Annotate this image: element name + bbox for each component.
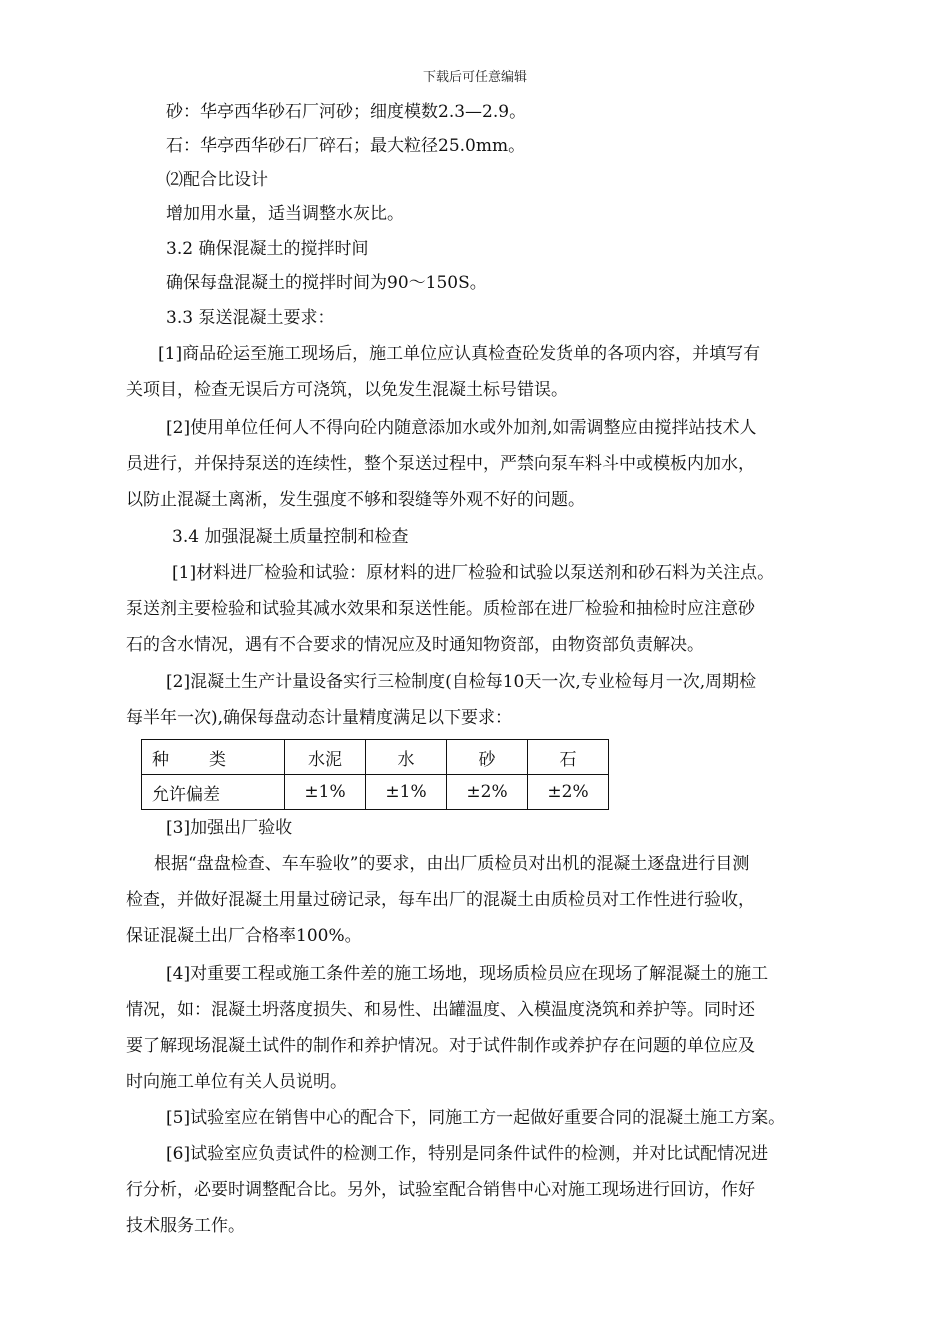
text-line: ⑵配合比设计 <box>166 170 268 190</box>
section-heading: 3.3 泵送混凝土要求： <box>166 308 335 328</box>
text-line: 砂：华亭西华砂石厂河砂；细度模数2.3—2.9。 <box>166 102 527 122</box>
text-line: [3]加强出厂验收 <box>166 818 293 838</box>
section-heading: 3.4 加强混凝土质量控制和检查 <box>172 527 409 547</box>
table-cell: ±2% <box>528 775 609 810</box>
page-header: 下载后可任意编辑 <box>422 70 527 85</box>
text-line: 根据“盘盘检查、车车验收”的要求，由出厂质检员对出机的混凝土逐盘进行目测 <box>154 854 750 874</box>
text-line: 时向施工单位有关人员说明。 <box>126 1072 347 1092</box>
text-line: 石：华亭西华砂石厂碎石；最大粒径25.0mm。 <box>166 136 526 156</box>
table-cell: 砂 <box>447 740 528 775</box>
table-cell: 水泥 <box>285 740 366 775</box>
text-line: 保证混凝土出厂合格率100%。 <box>126 926 362 946</box>
text-line: 以防止混凝土离淅，发生强度不够和裂缝等外观不好的问题。 <box>126 490 585 510</box>
text-line: [4]对重要工程或施工条件差的施工场地，现场质检员应在现场了解混凝土的施工 <box>166 964 769 984</box>
text-line: [1]商品砼运至施工现场后，施工单位应认真检查砼发货单的各项内容，并填写有 <box>158 344 761 364</box>
text-line: 情况，如：混凝土坍落度损失、和易性、出罐温度、入模温度浇筑和养护等。同时还 <box>126 1000 755 1020</box>
table-row <box>142 775 609 810</box>
table-cell: ±2% <box>447 775 528 810</box>
text-line: [1]材料进厂检验和试验：原材料的进厂检验和试验以泵送剂和砂石料为关注点。 <box>172 563 775 583</box>
table-cell: ±1% <box>366 775 447 810</box>
text-line: 每半年一次),确保每盘动态计量精度满足以下要求： <box>126 708 513 728</box>
table-cell: 水 <box>366 740 447 775</box>
text-line: [2]混凝土生产计量设备实行三检制度(自检每10天一次,专业检每月一次,周期检 <box>166 672 757 692</box>
table-header-row <box>142 740 609 775</box>
table-cell: 石 <box>528 740 609 775</box>
text-line: 增加用水量，适当调整水灰比。 <box>166 204 404 224</box>
text-line: [2]使用单位任何人不得向砼内随意添加水或外加剂,如需调整应由搅拌站技术人 <box>166 418 757 438</box>
text-line: [6]试验室应负责试件的检测工作，特别是同条件试件的检测，并对比试配情况进 <box>166 1144 769 1164</box>
section-heading: 3.2 确保混凝土的搅拌时间 <box>166 239 369 259</box>
text-line: 技术服务工作。 <box>126 1216 245 1236</box>
text-line: 关项目，检查无误后方可浇筑，以免发生混凝土标号错误。 <box>126 380 568 400</box>
text-line: 要了解现场混凝土试件的制作和养护情况。对于试件制作或养护存在问题的单位应及 <box>126 1036 755 1056</box>
text-line: [5]试验室应在销售中心的配合下，同施工方一起做好重要合同的混凝土施工方案。 <box>166 1108 786 1128</box>
text-line: 泵送剂主要检验和试验其减水效果和泵送性能。质检部在进厂检验和抽检时应注意砂 <box>126 599 755 619</box>
text-line: 员进行，并保持泵送的连续性，整个泵送过程中，严禁向泵车料斗中或模板内加水， <box>126 454 755 474</box>
text-line: 检查，并做好混凝土用量过磅记录，每车出厂的混凝土由质检员对工作性进行验收， <box>126 890 755 910</box>
table-cell-text: 种类 <box>152 749 266 770</box>
table-cell: ±1% <box>285 775 366 810</box>
table-cell: 允许偏差 <box>142 775 285 810</box>
text-line: 确保每盘混凝土的搅拌时间为90～150S。 <box>166 273 487 293</box>
table-cell <box>142 740 285 775</box>
text-line: 石的含水情况，遇有不合要求的情况应及时通知物资部，由物资部负责解决。 <box>126 635 704 655</box>
text-line: 行分析，必要时调整配合比。另外，试验室配合销售中心对施工现场进行回访，作好 <box>126 1180 755 1200</box>
tolerance-table <box>141 739 609 810</box>
